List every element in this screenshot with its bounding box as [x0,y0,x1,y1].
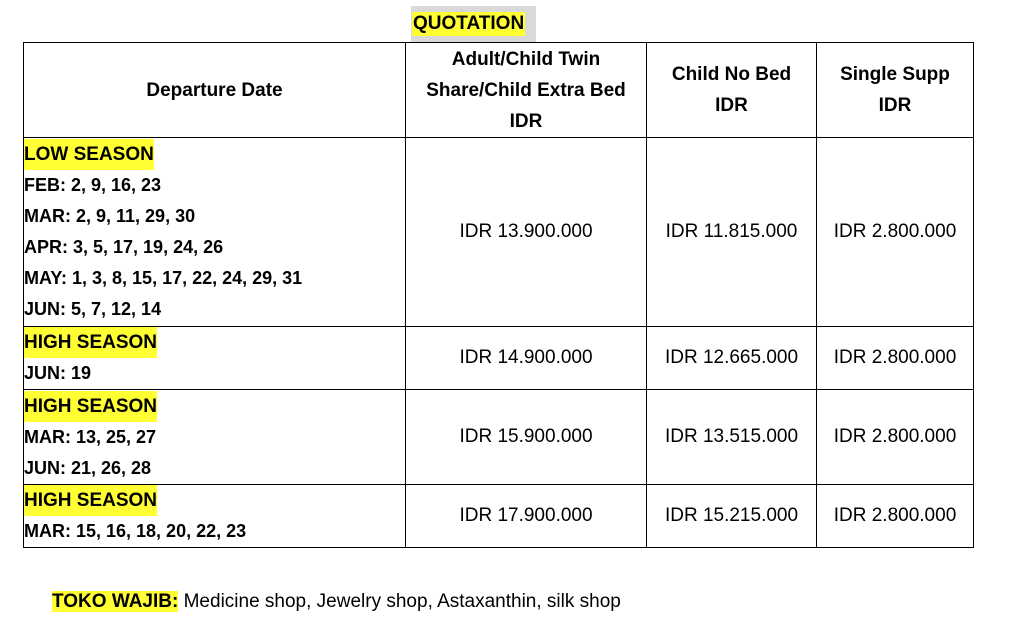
departure-dates-cell [24,138,406,327]
date-line: APR: 3, 5, 17, 19, 24, 26 [24,237,224,257]
season-label: HIGH SEASON [24,327,157,358]
header-single-line-1: Single Supp [840,64,950,85]
child-price-cell: IDR 13.515.000 [647,390,817,485]
adult-price-cell: IDR 13.900.000 [406,138,647,327]
child-price-cell: IDR 11.815.000 [647,138,817,327]
departure-dates-cell [24,390,406,485]
adult-price-cell: IDR 15.900.000 [406,390,647,485]
page-title: QUOTATION [413,13,525,34]
footer-text: Medicine shop, Jewelry shop, Astaxanthin, silk shop [178,591,621,612]
quotation-table [23,42,974,548]
season-label: LOW SEASON [24,139,154,170]
header-adult-price [406,43,647,138]
adult-price-cell: IDR 17.900.000 [406,485,647,548]
date-line: JUN: 21, 26, 28 [24,457,152,478]
header-adult-line-2: Share/Child Extra Bed [426,79,626,101]
footer-label: TOKO WAJIB: [52,591,179,612]
departure-dates-cell [24,485,406,548]
table-row [24,485,974,548]
child-price-cell: IDR 12.665.000 [647,327,817,390]
child-price-cell: IDR 15.215.000 [647,485,817,548]
adult-price-cell: IDR 14.900.000 [406,327,647,390]
header-departure-date-label: Departure Date [146,79,283,101]
header-single-supp [817,43,974,138]
season-label: HIGH SEASON [24,485,157,516]
date-line: MAR: 13, 25, 27 [24,426,157,447]
header-child-no-bed [647,43,817,138]
header-single-line-2: IDR [878,95,912,116]
season-label: HIGH SEASON [24,391,157,422]
header-adult-line-1: Adult/Child Twin [451,48,601,70]
table-header-row [24,43,974,138]
header-adult-line-3: IDR [509,110,543,132]
single-supp-cell: IDR 2.800.000 [817,138,974,327]
date-line: MAR: 2, 9, 11, 29, 30 [24,206,196,226]
date-line: MAY: 1, 3, 8, 15, 17, 22, 24, 29, 31 [24,268,303,288]
table-row [24,390,974,485]
footer-note [52,589,621,615]
departure-dates-cell [24,327,406,390]
date-line: MAR: 15, 16, 18, 20, 22, 23 [24,521,247,541]
date-line: FEB: 2, 9, 16, 23 [24,175,162,195]
single-supp-cell: IDR 2.800.000 [817,390,974,485]
header-child-line-1: Child No Bed [671,64,792,85]
table-row [24,138,974,327]
table-row [24,327,974,390]
header-child-line-2: IDR [715,95,748,116]
single-supp-cell: IDR 2.800.000 [817,485,974,548]
date-line: JUN: 19 [24,363,92,383]
single-supp-cell: IDR 2.800.000 [817,327,974,390]
header-departure-date [24,43,406,138]
date-line: JUN: 5, 7, 12, 14 [24,299,162,319]
